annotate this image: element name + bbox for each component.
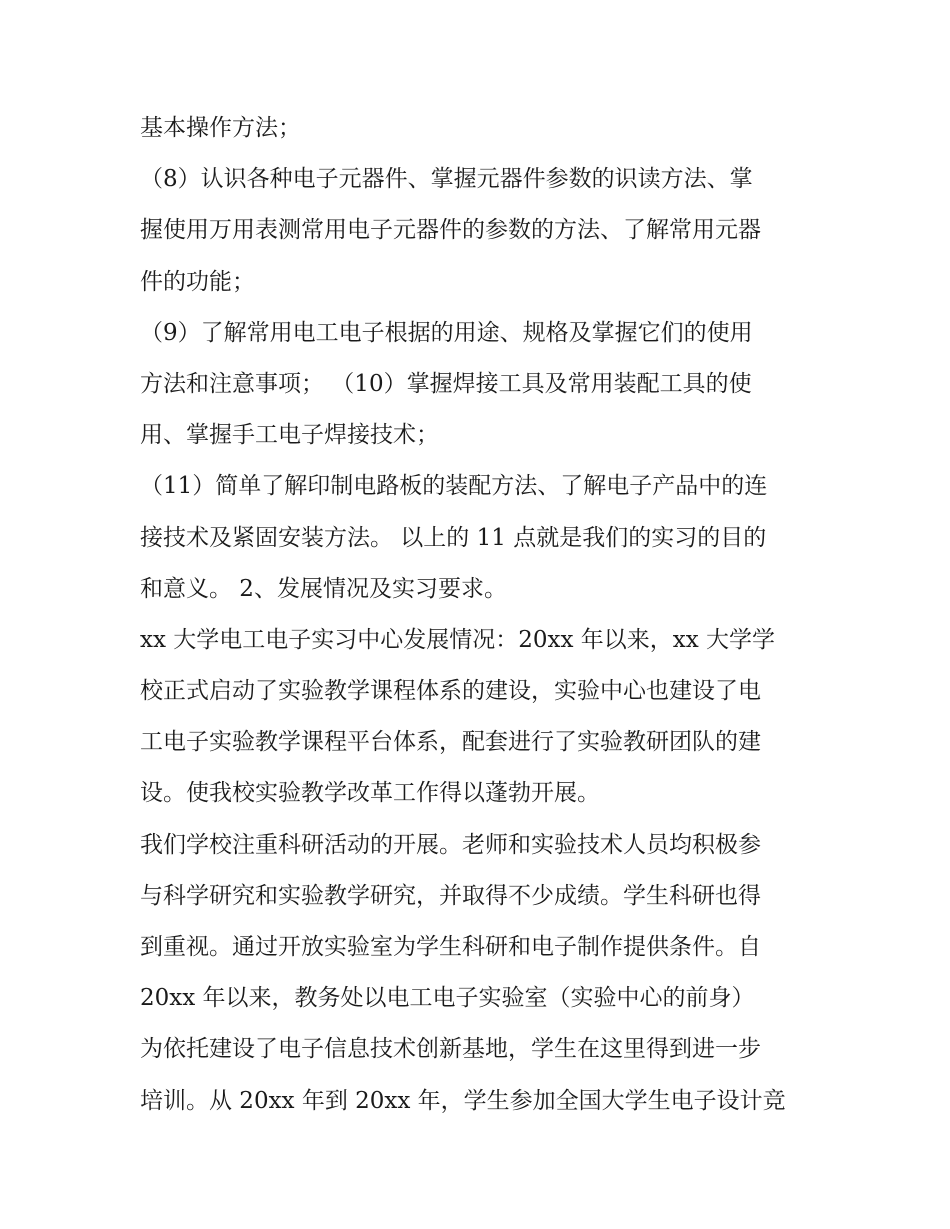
text-line: 我们学校注重科研活动的开展。老师和实验技术人员均积极参 bbox=[140, 831, 761, 858]
text-line: 基本操作方法； bbox=[140, 115, 301, 141]
text-line: 与科学研究和实验教学研究，并取得不少成绩。学生科研也得 bbox=[140, 882, 761, 909]
body-text bbox=[140, 103, 820, 1127]
text-line: 接技术及紧固安装方法。 以上的 11 点就是我们的实习的目的 bbox=[140, 524, 767, 551]
text-line: （9）了解常用电工电子根据的用途、规格及掌握它们的使用 bbox=[140, 319, 753, 346]
text-line: 和意义。 2、发展情况及实习要求。 bbox=[140, 575, 507, 602]
text-line: 校正式启动了实验教学课程体系的建设，实验中心也建设了电 bbox=[140, 678, 761, 705]
text-line: 培训。从 20xx 年到 20xx 年，学生参加全国大学生电子设计竞 bbox=[140, 1087, 786, 1114]
text-line: （11）简单了解印制电路板的装配方法、了解电子产品中的连 bbox=[140, 473, 768, 500]
text-line: 用、掌握手工电子焊接技术； bbox=[140, 422, 439, 449]
text-line: 方法和注意事项； （10）掌握焊接工具及常用装配工具的使 bbox=[140, 370, 752, 397]
text-line: 20xx 年以来，教务处以电工电子实验室（实验中心的前身） bbox=[140, 985, 755, 1012]
text-line: 到重视。通过开放实验室为学生科研和电子制作提供条件。自 bbox=[140, 934, 761, 960]
text-line: （8）认识各种电子元器件、掌握元器件参数的识读方法、掌 bbox=[140, 166, 753, 193]
text-line: 设。使我校实验教学改革工作得以蓬勃开展。 bbox=[140, 780, 600, 807]
text-line: 为依托建设了电子信息技术创新基地，学生在这里得到进一步 bbox=[140, 1036, 761, 1063]
text-line: 工电子实验教学课程平台体系，配套进行了实验教研团队的建 bbox=[140, 729, 761, 756]
text-line: xx 大学电工电子实习中心发展情况：20xx 年以来，xx 大学学 bbox=[140, 626, 776, 653]
text-line: 握使用万用表测常用电子元器件的参数的方法、了解常用元器 bbox=[140, 217, 761, 244]
text-line: 件的功能； bbox=[140, 268, 255, 295]
